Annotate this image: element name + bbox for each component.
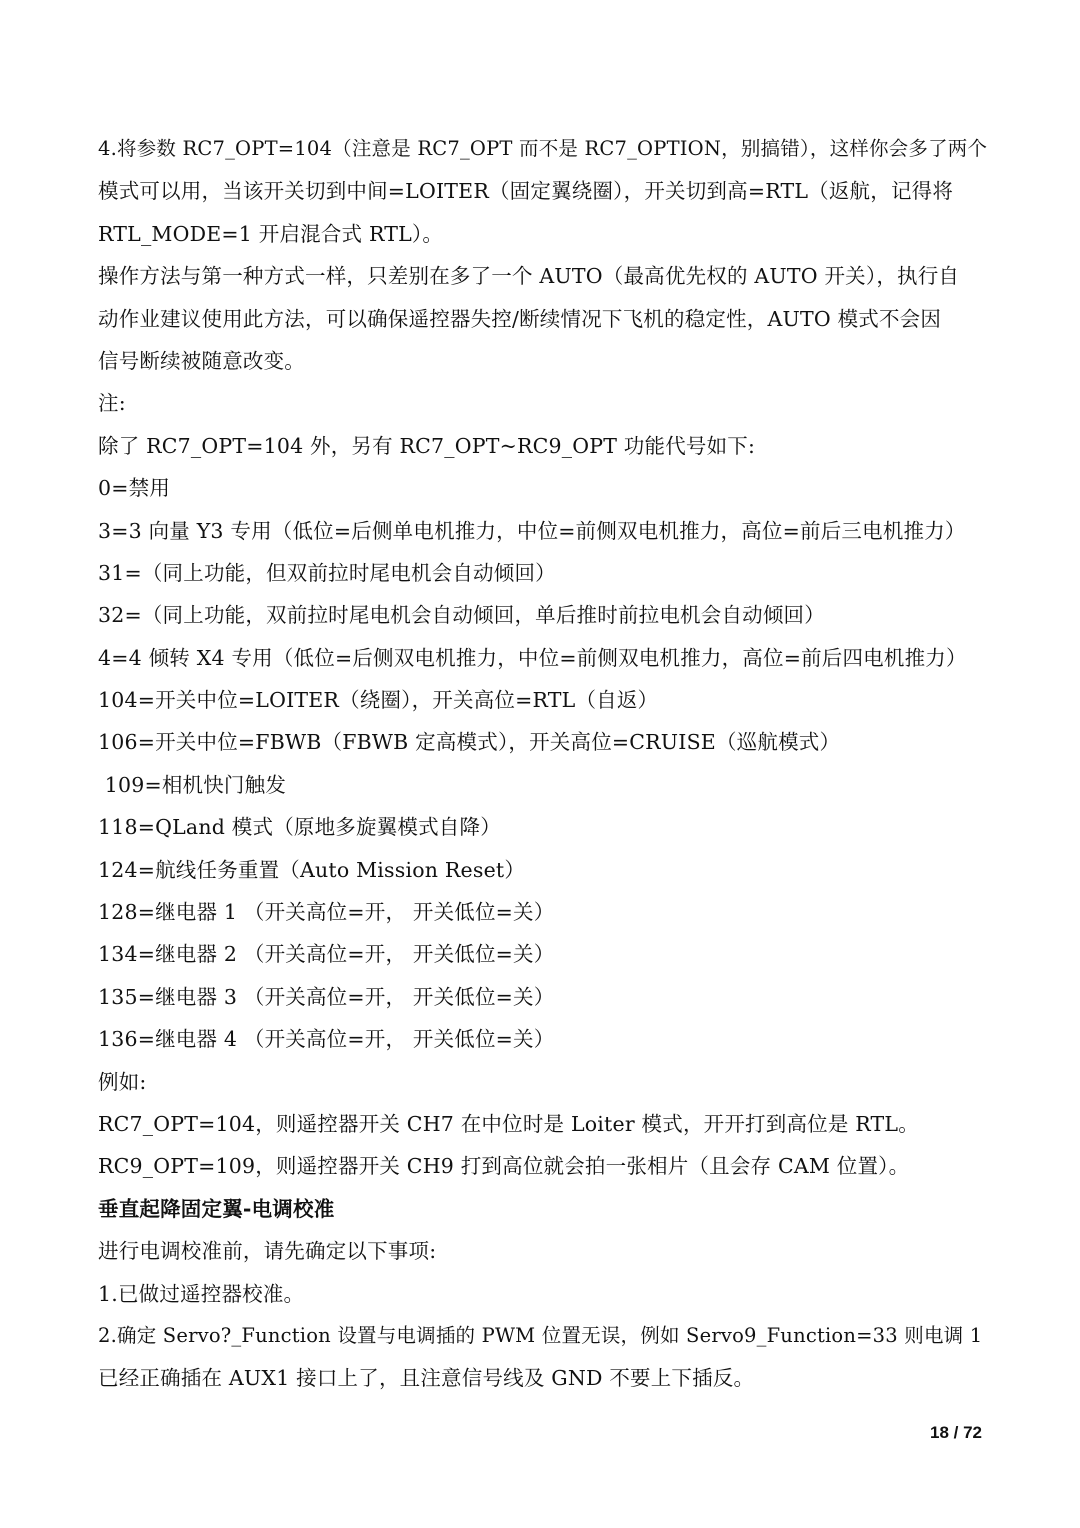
option-code-item: 135=继电器 3 （开关高位=开， 开关低位=关） [98,984,555,1009]
option-code-item: 0=禁用 [98,476,171,501]
option-code-item: 128=继电器 1 （开关高位=开， 开关低位=关） [98,900,555,925]
option-code-item: 104=开关中位=LOITER（绕圈），开关高位=RTL（自返） [98,688,659,713]
option-code-item: 118=QLand 模式（原地多旋翼模式自降） [98,815,501,840]
option-code-item: 134=继电器 2 （开关高位=开， 开关低位=关） [98,942,555,967]
paragraph-line: 进行电调校准前，请先确定以下事项: [98,1239,437,1264]
paragraph-line: 模式可以用，当该开关切到中间=LOITER（固定翼绕圈），开关切到高=RTL（返航，记得将 [98,179,954,204]
option-code-item: 136=继电器 4 （开关高位=开， 开关低位=关） [98,1027,555,1052]
note-label: 注: [98,391,126,416]
page-body [98,128,990,1400]
section-heading: 垂直起降固定翼-电调校准 [98,1196,335,1221]
option-code-item: 4=4 倾转 X4 专用（低位=后侧双电机推力，中位=前侧双电机推力，高位=前后四电机推力） [98,645,967,670]
paragraph-line: 信号断续被随意改变。 [98,348,305,373]
paragraph-line: 操作方法与第一种方式一样，只差别在多了一个 AUTO（最高优先权的 AUTO 开关），执行自 [98,264,960,289]
option-code-item: 32=（同上功能，双前拉时尾电机会自动倾回，单后推时前拉电机会自动倾回） [98,603,825,628]
paragraph-line: 4.将参数 RC7_OPT=104（注意是 RC7_OPT 而不是 RC7_OPTION，别搞错），这样你会多了两个 [98,137,988,160]
paragraph-line: RTL_MODE=1 开启混合式 RTL）。 [98,221,444,246]
paragraph-line: 动作业建议使用此方法，可以确保遥控器失控/断续情况下飞机的稳定性，AUTO 模式不会因 [98,306,942,331]
paragraph-line: 除了 RC7_OPT=104 外，另有 RC7_OPT~RC9_OPT 功能代号如下: [98,433,756,458]
example-label: 例如: [98,1069,147,1094]
option-code-item: 3=3 向量 Y3 专用（低位=后侧单电机推力，中位=前侧双电机推力，高位=前后三电机推力） [98,518,966,543]
option-code-item: 109=相机快门触发 [98,772,287,797]
option-code-item: 106=开关中位=FBWB（FBWB 定高模式），开关高位=CRUISE（巡航模式） [98,730,841,755]
example-line: RC7_OPT=104，则遥控器开关 CH7 在中位时是 Loiter 模式，开开打到高位是 RTL。 [98,1111,919,1136]
page-number: 18 / 72 [930,1423,982,1442]
checklist-item: 1.已做过遥控器校准。 [98,1281,305,1306]
checklist-item: 2.确定 Servo?_Function 设置与电调插的 PWM 位置无误，例如 Servo9_Function=33 则电调 1 [98,1323,983,1347]
checklist-item: 已经正确插在 AUX1 接口上了，且注意信号线及 GND 不要上下插反。 [98,1366,755,1391]
example-line: RC9_OPT=109，则遥控器开关 CH9 打到高位就会拍一张相片（且会存 CAM 位置）。 [98,1154,910,1179]
option-code-item: 31=（同上功能，但双前拉时尾电机会自动倾回） [98,560,556,585]
option-code-item: 124=航线任务重置（Auto Mission Reset） [98,857,526,882]
